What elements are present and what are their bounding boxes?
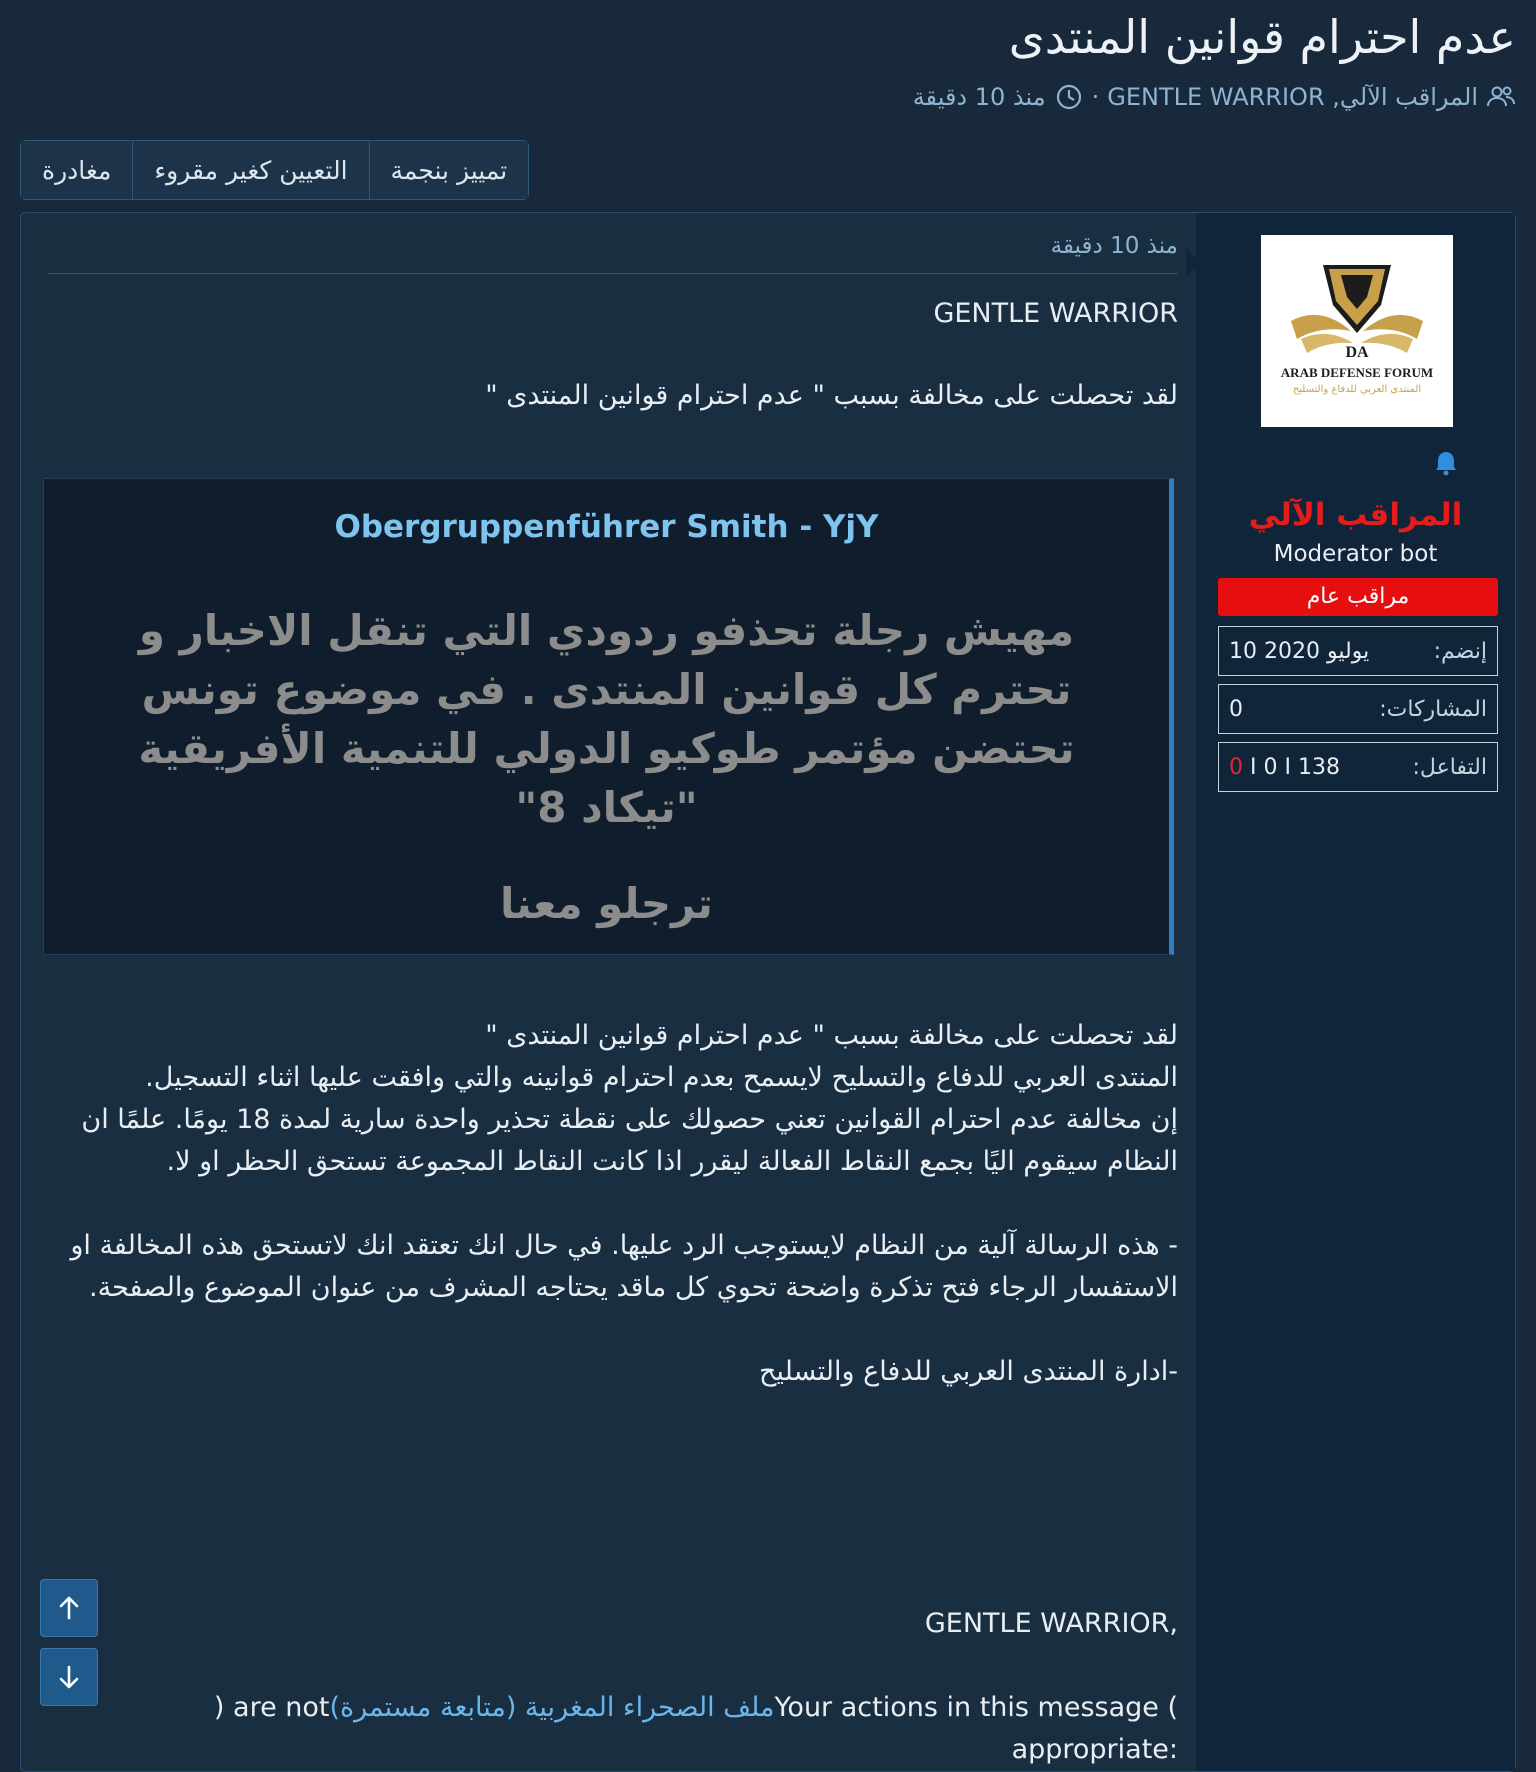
reaction-separator: I (1250, 754, 1257, 780)
stat-value: 0 (1229, 696, 1243, 722)
thread-actions (20, 140, 529, 200)
message-date[interactable]: منذ 10 دقيقة (48, 233, 1178, 274)
paragraph: إن مخالفة عدم احترام القوانين تعني حصولك على نقطة تحذير واحدة سارية لمدة 18 يومًا. علمًا ان النظام سيقوم اليًا بجمع النقاط الفعالة ليقرر اذا كانت النقاط المجموعة تستحق الحظر او لا. (81, 1104, 1178, 1177)
reaction-separator: I (1284, 754, 1291, 780)
quote-dash: - (799, 509, 813, 545)
thread-time[interactable]: منذ 10 دقيقة (912, 83, 1046, 111)
en-line2: appropriate: (1011, 1734, 1178, 1765)
reaction-positive: 138 (1298, 754, 1340, 780)
reaction-neutral: 0 (1263, 754, 1278, 780)
post (20, 212, 1516, 1772)
message-body-en (48, 1603, 1178, 1771)
stat-label: إنضم: (1433, 638, 1487, 664)
en-text-pre: Your actions in this message ( (774, 1692, 1178, 1723)
reaction-negative: 0 (1229, 754, 1243, 780)
svg-text:ARAB DEFENSE FORUM: ARAB DEFENSE FORUM (1280, 365, 1434, 380)
stat-value: 10 يوليو 2020 (1229, 638, 1370, 664)
en-greeting: GENTLE WARRIOR, (924, 1608, 1178, 1639)
avatar[interactable] (1261, 235, 1453, 427)
en-text-post: ) are not (213, 1692, 330, 1723)
leave-button[interactable]: مغادرة (21, 141, 132, 199)
quote-block (43, 478, 1174, 955)
stat-label: التفاعل: (1412, 754, 1487, 780)
meta-separator: · (1091, 83, 1100, 111)
svg-text:المنتدى العربي للدفاع والتسليح: المنتدى العربي للدفاع والتسليح (1292, 384, 1422, 395)
scroll-top-button[interactable] (40, 1579, 98, 1637)
quote-author-tag[interactable]: YjY (822, 509, 879, 545)
en-line (48, 1687, 1178, 1729)
thread-participants[interactable]: المراقب الآلي, GENTLE WARRIOR (1107, 83, 1478, 111)
user-column (1196, 213, 1515, 1771)
quote-author[interactable] (44, 509, 1169, 545)
thread-link[interactable]: ملف الصحراء المغربية (متابعة مستمرة) (329, 1692, 775, 1723)
greeting: GENTLE WARRIOR (933, 298, 1178, 329)
svg-text:DA: DA (1345, 344, 1369, 361)
clock-icon (1054, 82, 1084, 112)
stat-reactions (1218, 742, 1498, 792)
message-body-main (48, 1015, 1178, 1393)
intro-line: لقد تحصلت على مخالفة بسبب " عدم احترام قوانين المنتدى " (485, 380, 1178, 411)
message (21, 213, 1198, 1771)
user-title: Moderator bot (1273, 541, 1438, 567)
stat-posts (1218, 684, 1498, 734)
en-line-wrapper (214, 1692, 1178, 1723)
arrow-up-icon (54, 1593, 84, 1623)
thread-meta (616, 82, 1516, 112)
user-banner: مراقب عام (1218, 578, 1498, 616)
quote-author-name[interactable]: Obergruppenführer Smith (334, 509, 789, 545)
user-name[interactable]: المراقب الآلي (1248, 497, 1463, 533)
mark-unread-button[interactable]: التعيين كغير مقروء (132, 141, 368, 199)
paragraph: - هذه الرسالة آلية من النظام لايستوجب الرد عليها. في حال انك تعتقد انك لاتستحق هذه المخالفة او الاستفسار الرجاء فتح تذكرة واضحة تحوي كل ماقد يحتاجه المشرف من عنوان الموضوع والصفحة. (70, 1230, 1178, 1303)
star-button[interactable]: تمييز بنجمة (369, 141, 529, 199)
arrow-down-icon (54, 1662, 84, 1692)
stat-label: المشاركات: (1379, 696, 1487, 722)
stat-value (1229, 755, 1340, 780)
thread-title: عدم احترام قوانين المنتدى (1008, 10, 1516, 64)
paragraph: المنتدى العربي للدفاع والتسليح لايسمح بعدم احترام قوانينه والتي وافقت عليها اثناء التسجيل. (145, 1062, 1178, 1093)
quote-subtext: ترجلو معنا (500, 879, 713, 928)
quote-text: مهيش رجلة تحذفو ردودي التي تنقل الاخبار و تحترم كل قوانين المنتدى . في موضوع تونس تحتضن مؤتمر طوكيو الدولي للتنمية الأفريقية "تيكاد 8" (138, 606, 1075, 832)
signature: -ادارة المنتدى العربي للدفاع والتسليح (759, 1356, 1178, 1387)
scroll-bottom-button[interactable] (40, 1648, 98, 1706)
stat-joined (1218, 626, 1498, 676)
paragraph: لقد تحصلت على مخالفة بسبب " عدم احترام قوانين المنتدى " (485, 1020, 1178, 1051)
bell-icon[interactable] (1432, 449, 1460, 477)
users-icon (1486, 82, 1516, 112)
forum-logo (1261, 235, 1453, 427)
